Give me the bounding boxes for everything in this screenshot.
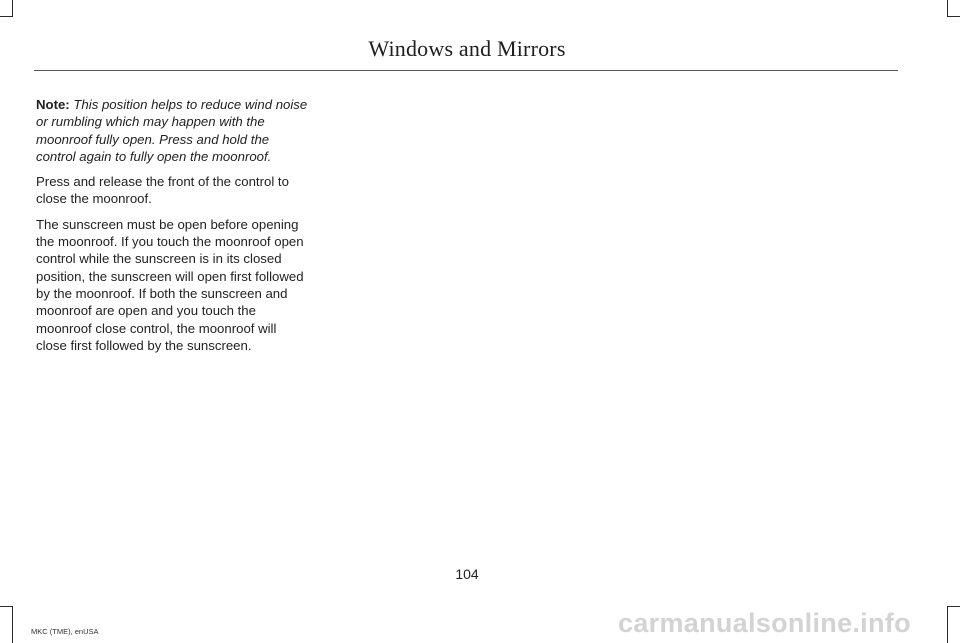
crop-mark-top-right-horizontal (947, 16, 960, 17)
crop-mark-top-left-horizontal (0, 16, 13, 17)
crop-mark-top-right-vertical (947, 0, 948, 16)
header-divider (34, 70, 898, 71)
document-id: MKC (TME), enUSA (31, 627, 99, 636)
watermark: carmanualsonline.info (618, 608, 911, 638)
page-title: Windows and Mirrors (368, 36, 566, 61)
crop-mark-bottom-left-horizontal (0, 606, 13, 607)
crop-mark-bottom-left-vertical (12, 606, 13, 643)
note-paragraph (36, 96, 310, 165)
crop-mark-bottom-right-horizontal (947, 606, 960, 607)
text-column (36, 96, 310, 362)
page-number: 104 (455, 566, 479, 582)
crop-mark-top-left-vertical (12, 0, 13, 16)
note-text: This position helps to reduce wind noise or rumbling which may happen with the moonroof fully open. Press and hold the control again to fully open the moonroof. (36, 97, 308, 164)
note-label: Note: (36, 97, 70, 112)
body-paragraph: The sunscreen must be open before opening the moonroof. If you touch the moonroof open control while the sunscreen is in its closed position, the sunscreen will open first followed by the moonroof. If both the sunscreen and moonroof are open and you touch the moonroof close control, the moonroof will close first followed by the sunscreen. (36, 216, 304, 353)
body-paragraph: Press and release the front of the control to close the moonroof. (36, 174, 289, 207)
crop-mark-bottom-right-vertical (947, 606, 948, 643)
